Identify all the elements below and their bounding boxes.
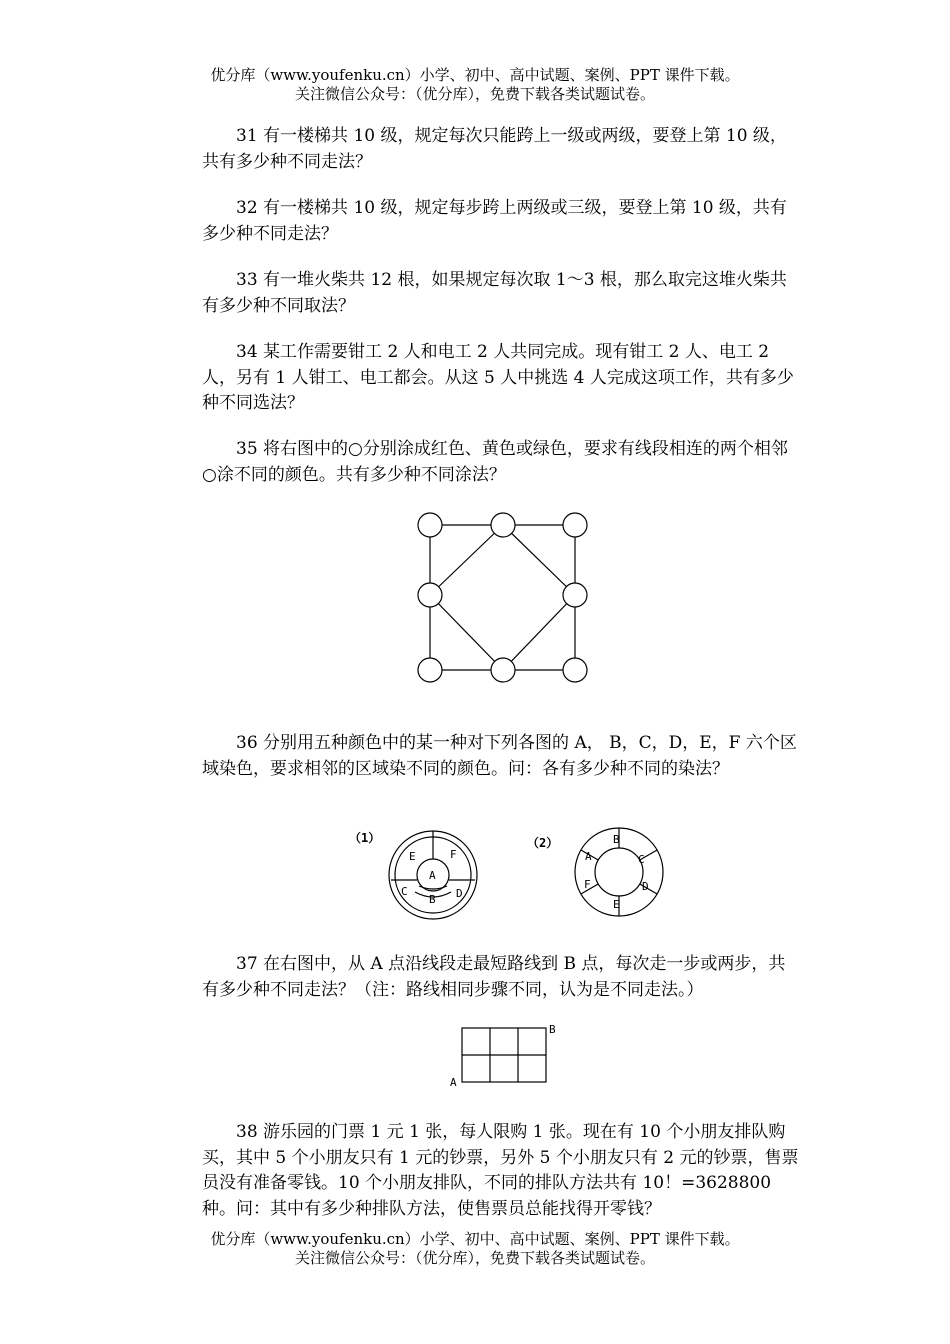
question-35-text: 35 将右图中的○分别涂成红色、黄色或绿色，要求有线段相连的两个相邻○涂不同的颜色。共有多少种不同涂法？: [202, 439, 788, 485]
region-e-label: E: [613, 898, 620, 911]
graph-node: [563, 513, 587, 537]
point-b-label: B: [549, 1023, 556, 1036]
inner-ring-circle: [595, 848, 643, 896]
footer-line-2: 关注微信公众号：（优分库），免费下载各类试题试卷。: [294, 1249, 655, 1267]
graph-node: [418, 583, 442, 607]
graph-node: [563, 583, 587, 607]
figure-2-label: （2）: [527, 836, 559, 850]
question-34-text: 34 某工作需要钳工 2 人和电工 2 人共同完成。现有钳工 2 人、电工 2 人，另有 1 人钳工、电工都会。从这 5 人中挑选 4 人完成这项工作，共有多少种不同选法？: [202, 342, 794, 413]
region-f-label: F: [450, 848, 457, 861]
graph-edge: [503, 595, 575, 670]
graph-node: [563, 658, 587, 682]
question-31: [202, 124, 802, 175]
region-e-label: E: [409, 850, 416, 863]
region-a-label: A: [585, 850, 592, 863]
figure-1-label: （1）: [349, 831, 381, 845]
divider-arc: [419, 886, 447, 889]
graph-edge: [430, 595, 503, 670]
region-a-label: A: [429, 869, 436, 882]
graph-node: [418, 658, 442, 682]
point-a-label: A: [450, 1076, 457, 1089]
header-line-2: 关注微信公众号：（优分库），免费下载各类试题试卷。: [294, 85, 655, 103]
question-37: [202, 952, 802, 1003]
region-f-label: F: [584, 878, 591, 891]
question-37-text: 37 在右图中，从 A 点沿线段走最短路线到 B 点，每次走一步或两步，共有多少种不同走法？（注：路线相同步骤不同，认为是不同走法。）: [202, 954, 786, 1000]
ring-figure-1: [345, 822, 490, 924]
graph-node: [418, 513, 442, 537]
graph-node: [491, 513, 515, 537]
question-33-text: 33 有一堆火柴共 12 根，如果规定每次取 1～3 根，那么取完这堆火柴共有多少种不同取法？: [202, 270, 787, 316]
region-b-label: B: [613, 833, 620, 846]
graph-edge: [503, 525, 575, 595]
question-35: [202, 437, 802, 488]
region-c-label: C: [638, 853, 645, 866]
region-d-label: D: [456, 887, 463, 900]
header-line-1: 优分库（www.youfenku.cn）小学、初中、高中试题、案例、PPT 课件下载。: [210, 66, 740, 84]
question-34: [202, 340, 802, 417]
question-32-text: 32 有一楼梯共 10 级，规定每步跨上两级或三级，要登上第 10 级，共有多少种不同走法？: [202, 198, 787, 244]
circle-graph-figure: [405, 505, 600, 695]
question-31-text: 31 有一楼梯共 10 级，规定每次只能跨上一级或两级，要登上第 10 级，共有多少种不同走法？: [202, 126, 787, 172]
ring-figure-2: [525, 822, 670, 924]
graph-edge: [430, 525, 503, 595]
page-header: [0, 66, 950, 104]
question-38: [202, 1120, 802, 1222]
region-d-label: D: [642, 880, 649, 893]
question-33: [202, 268, 802, 319]
question-36-text: 36 分别用五种颜色中的某一种对下列各图的 A， B，C，D，E，F 六个区域染色，要求相邻的区域染不同的颜色。问：各有多少种不同的染法？: [202, 733, 797, 779]
footer-line-1: 优分库（www.youfenku.cn）小学、初中、高中试题、案例、PPT 课件下载。: [210, 1230, 740, 1248]
page-footer: [0, 1230, 950, 1268]
region-b-label: B: [429, 893, 436, 906]
graph-node: [491, 658, 515, 682]
question-38-text: 38 游乐园的门票 1 元 1 张，每人限购 1 张。现在有 10 个小朋友排队购买，其中 5 个小朋友只有 1 元的钞票，另外 5 个小朋友只有 2 元的钞票，售票员没有准备零钱。10 个小朋友排队，不同的排队方法共有 10！=3628800 种。问：其中有多少种排队方法，使售票员总能找得开零钱？: [202, 1122, 799, 1219]
grid-figure: [448, 1020, 563, 1090]
question-36: [202, 731, 802, 782]
region-c-label: C: [401, 885, 408, 898]
question-32: [202, 196, 802, 247]
